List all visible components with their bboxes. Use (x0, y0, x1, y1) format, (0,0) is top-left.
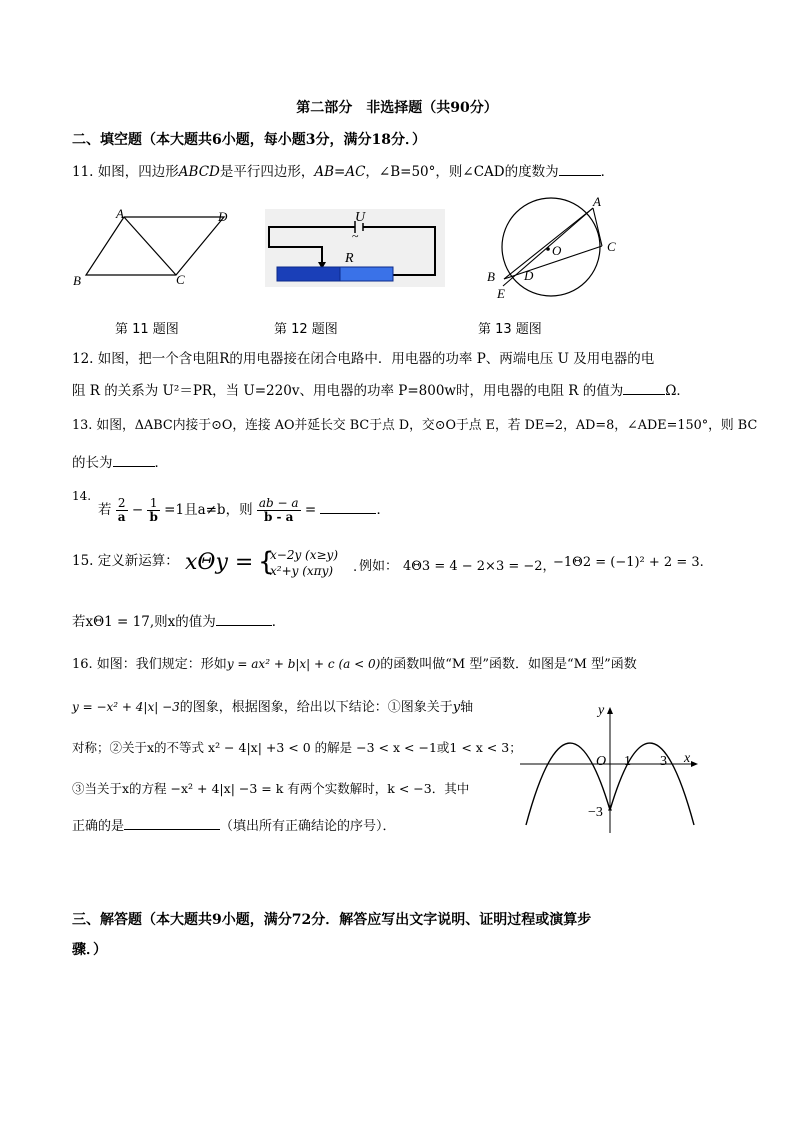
segment-ab (504, 208, 593, 279)
figure-13-circle (482, 195, 622, 305)
label-r: R (345, 251, 354, 266)
label-o: O (552, 243, 562, 258)
figure-12-circuit (265, 209, 445, 287)
resistor-left (277, 267, 340, 281)
example-1: 4Θ3 = 4 − 2×3 = −2， (403, 559, 556, 574)
question-12-line1: 12. 如图，把一个含电阻R的用电器接在闭合电路中．用电器的功率 P、两端电压 U 及用电器的电 (72, 351, 655, 367)
resistor-right (340, 267, 393, 281)
question-16-line4: ③当关于x的方程 −x² + 4|x| −3 = k 有两个实数解时，k < −3．其中 (72, 781, 470, 796)
label-a: A (593, 195, 601, 209)
label-3: 3 (660, 754, 667, 769)
label-u: U (355, 210, 366, 225)
question-16-line3: 对称；②关于x的不等式 x² − 4|x| +3 < 0 的解是 −3 < x < −1或1 < x < 3； (72, 740, 522, 755)
figure-11-parallelogram (72, 205, 242, 295)
diagonal-ac (124, 217, 176, 275)
fraction-1-over-b: $\frac{1}{b}$ (149, 496, 158, 524)
question-16-line1: 16. 如图：我们规定：形如y = ax² + b|x| + c (a < 0)的函数叫做“M 型”函数．如图是“M 型”函数 (72, 657, 637, 672)
question-14-number: 14. (72, 489, 92, 503)
label-b: B (73, 273, 81, 288)
solve-heading-1: 三、解答题（本大题共9小题，满分72分．解答应写出文字说明、证明过程或演算步 (72, 912, 592, 928)
label-b: B (487, 269, 495, 284)
segment-ac (593, 208, 602, 246)
label-d: D (524, 268, 534, 283)
y-axis-arrow (607, 707, 613, 714)
fill-heading: 二、填空题（本大题共6小题，每小题3分，满分18分．） (72, 132, 426, 148)
question-11: 11. 如图，四边形ABCD是平行四边形，AB=AC，∠B=50°，则∠CAD的度数为 ． (72, 161, 614, 182)
example-label: 例如： (359, 559, 399, 574)
label-c: C (176, 272, 185, 287)
answer-blank (623, 380, 665, 395)
section-title: 第二部分 非选择题（共90分） (296, 100, 498, 116)
parallelogram-shape (86, 217, 224, 275)
solve-heading-2: 骤．） (72, 942, 107, 958)
question-15: 15. 定义新运算： (72, 553, 179, 569)
fraction-2-over-a: $\frac{2}{a}$ (117, 496, 126, 524)
circle-o (502, 198, 600, 296)
answer-blank (216, 611, 272, 626)
label-d: D (218, 209, 228, 224)
caption-11: 第 11 题图 (115, 322, 179, 337)
question-16-line5: 正确的是 （填出所有正确结论的序号）． (72, 815, 396, 837)
label-origin: O (596, 754, 607, 769)
piecewise-cases: x−2y (x≥y) x²+y (xπy) (270, 548, 339, 578)
label-1: 1 (624, 754, 631, 769)
question-15-line2: 若xΘ1 = 17,则x的值为 ． (72, 611, 285, 632)
case-dot: . (353, 560, 358, 575)
brace-icon: { (258, 547, 275, 577)
operation-symbol: xΘy = (185, 550, 254, 575)
caption-12: 第 12 题图 (274, 322, 338, 337)
answer-blank (559, 161, 601, 176)
question-14: 若 $\frac{2}{a}$ − $\frac{1}{b}$ =1且a≠b，则 $\frac{ab - a}{b - a}$ = ． (98, 496, 390, 524)
fraction-result: $\frac{ab - a}{b - a}$ (258, 496, 299, 524)
answer-blank (320, 499, 376, 514)
question-12-line2: 阻 R 的关系为 U²＝PR，当 U=220v、用电器的功率 P=800w时，用电器的电阻 R 的值为 Ω． (72, 380, 690, 401)
answer-blank (124, 815, 220, 830)
x-axis-arrow (691, 761, 698, 767)
answer-blank (113, 452, 155, 467)
label-y: y (598, 703, 605, 718)
caption-13: 第 13 题图 (478, 322, 542, 337)
label-c: C (607, 239, 616, 254)
question-13-line1: 13. 如图，ΔABC内接于⊙O，连接 AO并延长交 BC于点 D，交⊙O于点 E，若 DE=2，AD=8，∠ADE=150°，则 BC (72, 418, 758, 433)
tilde-symbol: ~ (352, 229, 359, 243)
label-e: E (497, 286, 505, 301)
example-2: −1Θ2 = (−1)² + 2 = 3. (553, 555, 704, 570)
label-x: x (684, 751, 691, 766)
label-a: A (116, 206, 124, 221)
question-13-line2: 的长为 ． (72, 452, 168, 473)
label-neg3: −3 (588, 805, 603, 820)
question-16-line2: y = −x² + 4|x| −3的图象，根据图象，给出以下结论：①图象关于y轴 (72, 700, 474, 715)
figure-16-graph (512, 700, 702, 840)
center-dot (546, 247, 550, 251)
